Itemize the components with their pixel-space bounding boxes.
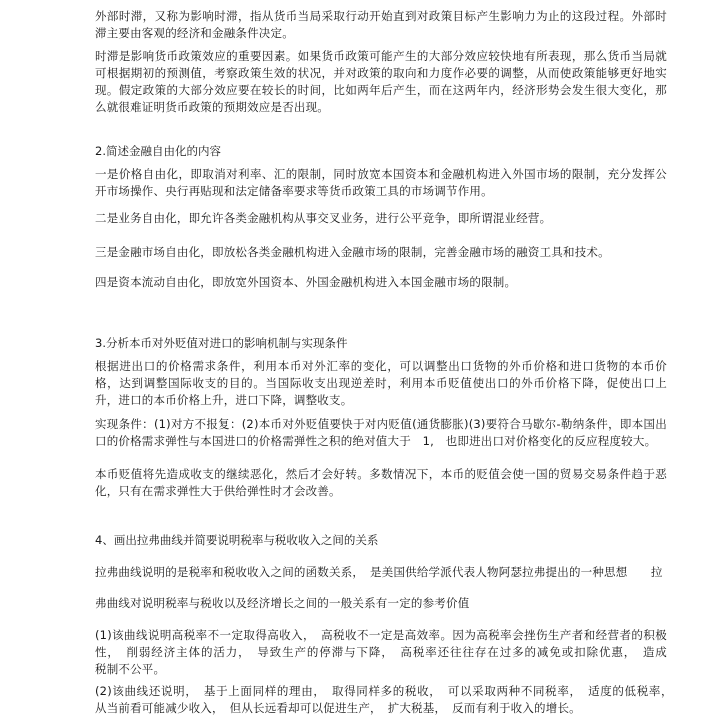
- capital-liberalization-paragraph: 四是资本流动自由化，即放宽外国资本、外国金融机构进入本国金融市场的限制。: [95, 275, 517, 289]
- laffer-curve-intro-line-1: 拉弗曲线说明的是税率和税收收入之间的函数关系， 是美国供给学派代表人物阿瑟拉弗提出的一种思想 拉: [95, 565, 663, 579]
- section-4-heading: 4、画出拉弗曲线并简要说明税率与税收收入之间的关系: [95, 533, 379, 547]
- lag-importance-paragraph: 时滞是影响货币政策效应的重要因素。如果货币政策可能产生的大部分效应较快地有所表现，那么货币当局就可根据期初的预测值，考察政策生效的状况，并对政策的取向和力度作必要的调整，从而使政策能够更好地实现。假定政策的大部分效应要在较长的时间，比如两年后产生，而在这两年内，经济形势会发生很大变化，那么就很难证明货币政策的预期效应是否出现。: [95, 49, 667, 114]
- laffer-point-2-paragraph: (2)该曲线还说明， 基于上面同样的理由， 取得同样多的税收， 可以采取两种不同税率， 适度的低税率， 从当前看可能减少收入， 但从长远看却可以促进生产， 扩大税基， 反而有利于收入的增长。: [95, 684, 679, 715]
- market-liberalization-paragraph: 三是金融市场自由化，即放松各类金融机构进入金融市场的限制，完善金融市场的融资工具和技术。: [95, 245, 610, 259]
- external-lag-paragraph: 外部时滞，又称为影响时滞，指从货币当局采取行动开始直到对政策目标产生影响力为止的这段过程。外部时滞主要由客观的经济和金融条件决定。: [95, 9, 667, 40]
- price-liberalization-paragraph: 一是价格自由化，即取消对利率、汇的限制，同时放宽本国资本和金融机构进入外国市场的限制，充分发挥公开市场操作、央行再贴现和法定储备率要求等货币政策工具的市场调节作用。: [95, 167, 667, 198]
- section-3-heading: 3.分析本币对外贬值对进口的影响机制与实现条件: [95, 336, 348, 350]
- j-curve-paragraph: 本币贬值将先造成收支的继续恶化，然后才会好转。多数情况下，本币的贬值会使一国的贸易交易条件趋于恶化，只有在需求弹性大于供给弹性时才会改善。: [95, 467, 667, 498]
- realization-conditions-paragraph: 实现条件：(1)对方不报复：(2)本币对外贬值要快于对内贬值(通货膨胀)(3)要符合马歇尔-勒纳条件，即本国出口的价格需求弹性与本国进口的价格需弹性之积的绝对值大于 1, 也即进出口对价格变化的反应程度较大。: [95, 417, 667, 448]
- section-2-heading: 2.简述金融自由化的内容: [95, 144, 221, 158]
- laffer-point-1-paragraph: (1)该曲线说明高税率不一定取得高收入， 高税收不一定是高效率。因为高税率会挫伤生产者和经营者的积极性， 削弱经济主体的活力， 导致生产的停滞与下降， 高税率还往往存在过多的减免或扣除优惠， 造成 税制不公平。: [95, 628, 691, 676]
- business-liberalization-paragraph: 二是业务自由化，即允许各类金融机构从事交叉业务，进行公平竞争，即所谓混业经营。: [95, 211, 552, 225]
- devaluation-mechanism-paragraph: 根据进出口的价格需求条件，利用本币对外汇率的变化，可以调整出口货物的外币价格和进口货物的本币价格，达到调整国际收支的目的。当国际收支出现逆差时，利用本币贬值使出口的外币价格下降，促使出口上升，进口的本币价格上升，进口下降，调整收支。: [95, 359, 667, 407]
- laffer-curve-intro-line-2: 弗曲线对说明税率与税收以及经济增长之间的一般关系有一定的参考价值: [95, 596, 470, 610]
